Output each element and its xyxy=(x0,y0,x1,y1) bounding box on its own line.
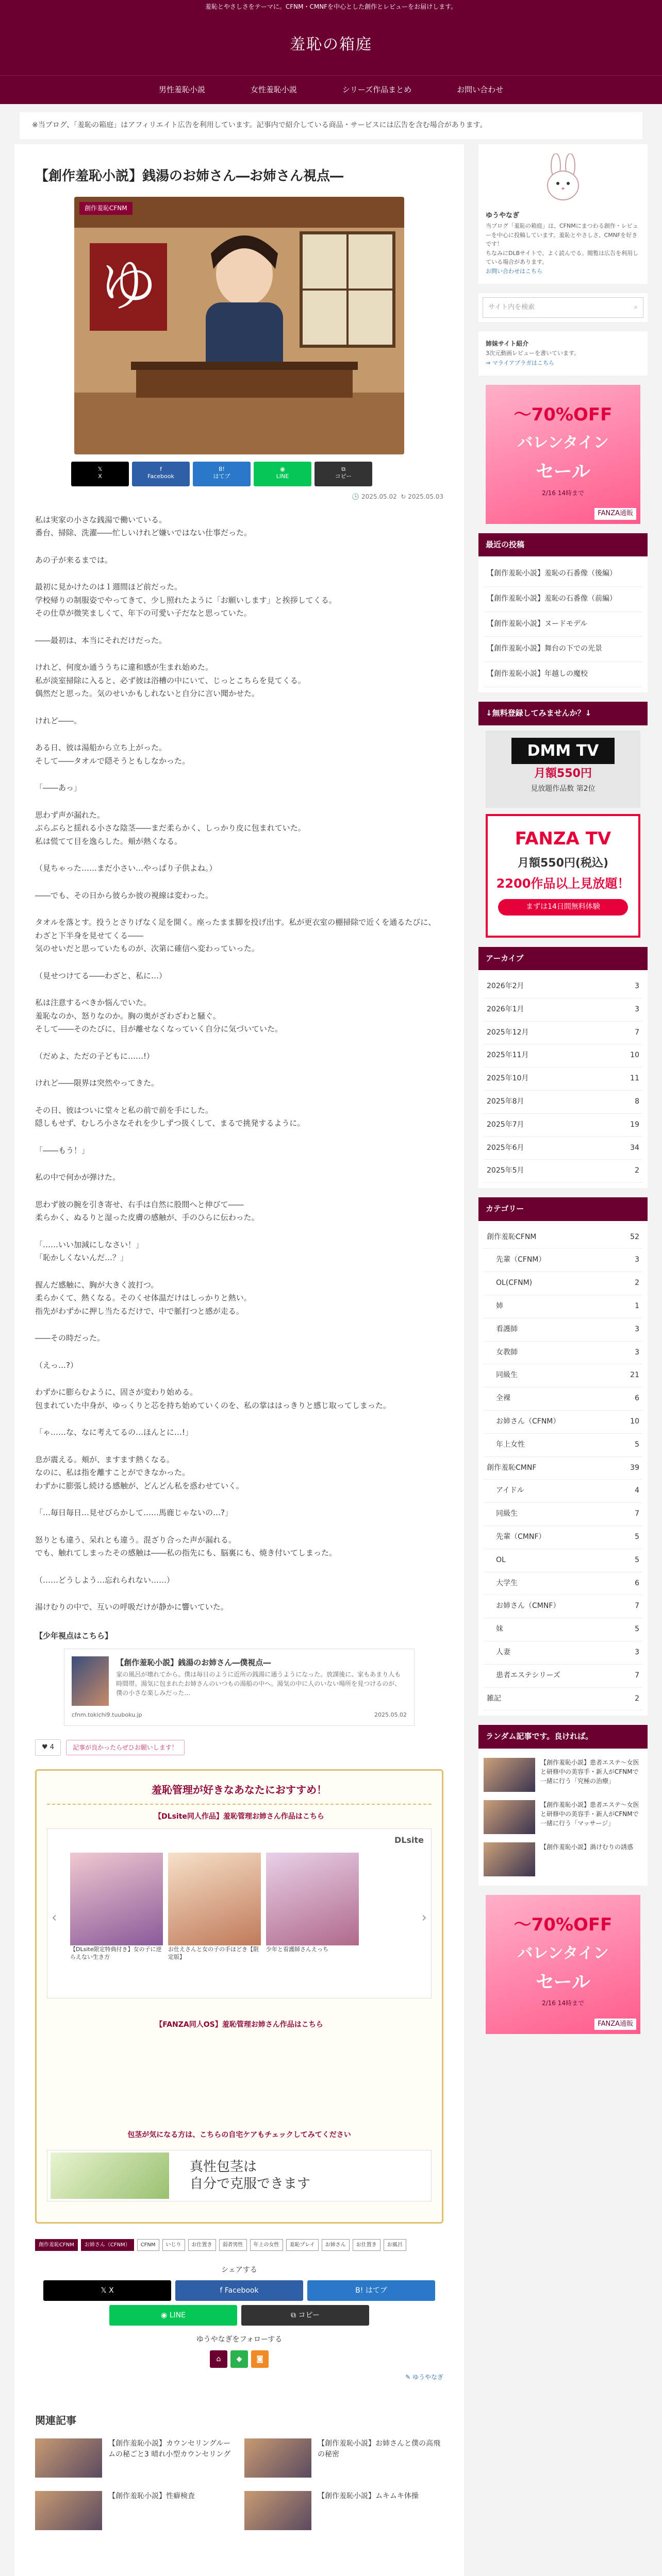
article-paragraph: ――その時だった。 xyxy=(35,1333,105,1343)
blogcard-title: 【創作羞恥小説】銭湯のお姉さん―僕視点― xyxy=(116,1658,271,1668)
tag-link[interactable]: 年上の女性 xyxy=(250,2239,283,2251)
category-link[interactable]: お姉さん（CFNM） 10 xyxy=(484,1411,642,1434)
related-list xyxy=(35,2438,443,2534)
article-paragraph: 湯けむりの中で、互いの呼吸だけが静かに響いていた。 xyxy=(35,1602,228,1612)
care-banner[interactable]: 真性包茎は 自分で克服できます xyxy=(47,2150,432,2201)
share-buttons-top xyxy=(71,462,443,486)
archive-link[interactable]: 2025年11月 10 xyxy=(484,1044,642,1067)
related-item[interactable]: 【創作羞恥小説】性癖検査 xyxy=(35,2491,234,2534)
category-link[interactable]: 姉 1 xyxy=(484,1295,642,1318)
related-item[interactable]: 【創作羞恥小説】ムキムキ体操 xyxy=(244,2491,443,2534)
dl-item[interactable]: 少年と看護師さんえっち xyxy=(266,1853,359,1961)
category-link[interactable]: 年上女性 5 xyxy=(484,1434,642,1457)
share-hatena-button[interactable]: B! はてブ xyxy=(193,462,251,486)
article-main xyxy=(14,144,464,2576)
random-posts-widget: ランダム記事です。良ければ。 【創作羞恥小説】患者エステ〜女医と研修中の美容手・新人がCFNMで一緒に行う「究極の治療」 【創作羞恥小説】患者エステ〜女医と研修中の美容手・新人がCFNMで一緒に行う「マッサージ」 【創作羞恥小説】渦けむりの誘惑 xyxy=(478,1725,648,1886)
recent-post-link[interactable]: 【創作羞恥小説】ヌードモデル xyxy=(484,612,642,637)
category-link[interactable]: 同級生 7 xyxy=(484,1503,642,1526)
article-paragraph: 思わず声が漏れた。 ぶらぶらと揺れる小さな陰茎――まだ柔らかく、しっかり皮に包まれていた。 私は慌てて目を逸らした。頬が熱くなる。 xyxy=(35,810,306,846)
tag-link[interactable]: いじり xyxy=(162,2239,185,2251)
search-icon[interactable]: ⌕ xyxy=(634,303,638,311)
article-paragraph: 私は実家の小さな銭湯で働いている。 番台、掃除、洗濯――忙しいけれど嫌いではない仕事だった。 xyxy=(35,515,252,538)
related-item[interactable]: 【創作羞恥小説】カウンセリングルームの秘ごと3 晴れ小型カウンセリング xyxy=(35,2438,234,2482)
dl-item[interactable]: 【DLsite限定特典付き】女の子に逆らえない生き方 xyxy=(70,1853,163,1961)
share-copy-button[interactable]: ⧉ コピー xyxy=(241,2305,369,2326)
friend-site-box: 姉妹サイト紹介 3次元動画レビューを書いています。 ⇒ マライアプラガはこちら xyxy=(478,331,648,376)
category-link[interactable]: 看護師 3 xyxy=(484,1318,642,1342)
profile-box xyxy=(478,144,648,284)
category-link[interactable]: 女教師 3 xyxy=(484,1342,642,1365)
category-link[interactable]: 先輩（CFNM） 3 xyxy=(484,1249,642,1272)
tag-link[interactable]: CFNM xyxy=(137,2239,159,2251)
recent-post-link[interactable]: 【創作羞恥小説】羞恥の石番像（前編） xyxy=(484,587,642,612)
follow-heading: ゆうやなぎをフォローする xyxy=(196,2335,283,2344)
promo-care-text: 包茎が気になる方は、こちらの自宅ケアもチェックしてみてください xyxy=(127,2130,351,2139)
recent-posts: 最近の投稿 【創作羞恥小説】羞恥の石番像（後編） 【創作羞恥小説】羞恥の石番像（前編） 【創作羞恥小説】ヌードモデル 【創作羞恥小説】舞台の下での光景 【創作羞恥小説】年越しの魔校 xyxy=(478,533,648,692)
tag-list xyxy=(35,2239,443,2251)
article-paragraph: 握んだ感触に、胸が大きく波打つ。 柔らかくて、熱くなる。そのくせ体温だけはしっかりと熱い。 指先がわずかに押し当たるだけで、中で脈打つと感が走る。 xyxy=(35,1280,252,1316)
category-link[interactable]: アイドル 4 xyxy=(484,1480,642,1503)
related-heading: 関連記事 xyxy=(35,2414,76,2427)
category-link[interactable]: 雑記 2 xyxy=(484,1688,642,1711)
eyecatch-image xyxy=(74,197,404,454)
blogcard-date: 2025.05.02 xyxy=(374,1711,407,1719)
category-link[interactable]: 先輩（CMNF） 5 xyxy=(484,1526,642,1549)
archive-link[interactable]: 2025年12月 7 xyxy=(484,1022,642,1045)
article-paragraph: ある日、彼は湯船から立ち上がった。 そして――タオルで隠そうともしなかった。 xyxy=(35,743,190,766)
random-post-link[interactable]: 【創作羞恥小説】渦けむりの誘惑 xyxy=(484,1838,642,1880)
share-buttons-bottom-row2 xyxy=(35,2305,443,2326)
archive-link[interactable]: 2026年1月 3 xyxy=(484,998,642,1022)
site-header xyxy=(0,13,662,75)
random-post-link[interactable]: 【創作羞恥小説】患者エステ〜女医と研修中の美容手・新人がCFNMで一緒に行う「究極の治療」 xyxy=(484,1754,642,1796)
bathhouse-illustration xyxy=(74,197,404,454)
category-label[interactable]: 創作羞恥CFNM xyxy=(79,202,133,214)
blogcard-site: cfnm.tokichi9.tuuboku.jp xyxy=(72,1711,142,1719)
archive-link[interactable]: 2025年10月 11 xyxy=(484,1067,642,1091)
tag-link[interactable]: 羞恥プレイ xyxy=(286,2239,319,2251)
copy-icon: ⧉ xyxy=(341,466,345,473)
share-hatena-button[interactable]: B! はてブ xyxy=(307,2280,435,2301)
article-paragraph: その日、彼はついに堂々と私の前で前を手にした。 隠しもせず、むしろ小さなそれを少しずつ扱くして、まるで挑発するように。 xyxy=(35,1105,305,1128)
like-row xyxy=(35,1739,443,1756)
line-icon: ◉ xyxy=(280,466,285,473)
rabbit-avatar-icon xyxy=(537,154,589,205)
category-link[interactable]: OL 5 xyxy=(484,1549,642,1572)
refresh-icon: ↻ xyxy=(401,493,406,501)
article-paragraph: 「――あっ」 xyxy=(35,783,81,793)
random-post-link[interactable]: 【創作羞恥小説】患者エステ〜女医と研修中の美容手・新人がCFNMで一緒に行う「マッサージ」 xyxy=(484,1796,642,1838)
affiliate-notice: ※当ブログ、「羞恥の箱庭」はアフィリエイト広告を利用しています。記事内で紹介している商品・サービスには広告を含む場合があります。 xyxy=(20,112,642,139)
fanza-tv-ad[interactable]: FANZA TV 月額550円(税込) 2200作品以上見放題！ まずは14日間無料体験 xyxy=(486,814,640,938)
profile-name: ゆうやなぎ xyxy=(486,212,520,219)
share-line-button[interactable]: ◉ LINE xyxy=(254,462,311,486)
article-paragraph: あの子が来るまでは。 xyxy=(35,555,113,565)
global-nav xyxy=(0,75,662,104)
home-icon[interactable]: ⌂ xyxy=(210,2350,227,2368)
recent-post-link[interactable]: 【創作羞恥小説】年越しの魔校 xyxy=(484,662,642,687)
article-paragraph: （えっ…?） xyxy=(35,1360,78,1370)
article-paragraph: 「ゃ……な、なに考えてるの…ほんとに…!」 xyxy=(35,1428,193,1437)
date-published: 2025.05.02 xyxy=(361,493,397,501)
hatena-icon: B! xyxy=(219,466,225,473)
date-updated: 2025.05.03 xyxy=(408,493,443,501)
article-title: 【創作羞恥小説】銭湯のお姉さん―お姉さん視点― xyxy=(35,168,344,184)
follow-buttons xyxy=(35,2350,443,2368)
blogcard-link[interactable] xyxy=(64,1649,415,1726)
article-paragraph: ――でも、その日から彼らか彼の視線は変わった。 xyxy=(35,890,213,900)
tag-link[interactable]: お姉さん xyxy=(322,2239,350,2251)
article-paragraph: 思わず彼の腕を引き寄せ、右手は自然に股間へと伸びて―― 柔らかく、ぬるりと湿った皮膚の感触が、手のひらに伝わった。 xyxy=(35,1199,259,1223)
svg-text:ゆ: ゆ xyxy=(100,252,157,319)
article-paragraph: 「…毎日毎日…見せびらかして……馬鹿じゃないの…?」 xyxy=(35,1508,233,1518)
section-boy-view: 【少年視点はこちら】 xyxy=(35,1631,113,1640)
blogcard-thumb xyxy=(72,1656,109,1706)
facebook-icon: f xyxy=(160,466,162,473)
share-x-button[interactable]: 𝕏 X xyxy=(43,2280,171,2301)
category-link[interactable]: 創作羞恥CFNM 52 xyxy=(484,1226,642,1249)
site-title-link[interactable]: 羞恥の箱庭 xyxy=(290,35,372,54)
article-paragraph: 最初に見かけたのは１週間ほど前だった。 学校帰りの制服姿でやってきて、少し照れたように「お願いします」と挨拶してくる。 その仕草が微笑ましくて、年下の可愛い子だなと思っていた。 xyxy=(35,582,337,618)
friend-site-link[interactable]: ⇒ マライアプラガはこちら xyxy=(486,359,555,366)
share-buttons-bottom-row1 xyxy=(35,2280,443,2301)
feedly-icon[interactable]: ◆ xyxy=(230,2350,248,2368)
recent-post-link[interactable]: 【創作羞恥小説】羞恥の石番像（後編） xyxy=(484,562,642,587)
chevron-left-icon[interactable]: ‹ xyxy=(52,1909,57,1925)
tag-link[interactable]: お仕置き xyxy=(353,2239,380,2251)
post-dates xyxy=(35,492,443,502)
dlsite-widget xyxy=(47,1828,432,1998)
article-paragraph: けれど――。 xyxy=(35,716,82,725)
article-paragraph: 息が震える。頬が、ますます熱くなる。 なのに、私は指を離すことができなかった。 わずかに膨張し続ける感触が、どんどん私を惑わせていく。 xyxy=(35,1454,244,1490)
article-body xyxy=(35,514,443,1614)
archive-link[interactable]: 2025年5月 2 xyxy=(484,1160,642,1183)
nav-item-contact[interactable]: お問い合わせ xyxy=(457,84,504,94)
article-paragraph: わずかに膨らむように、固さが変わり始める。 包まれていた中身が、ゆっくりと芯を持ち始めていくのを、私の掌ははっきりと感じ取ってしまった。 xyxy=(35,1387,391,1410)
category-link[interactable]: 同級生 21 xyxy=(484,1364,642,1387)
share-heading: シェアする xyxy=(221,2265,257,2274)
fanza-valentine-ad[interactable]: 〜70%OFF バレンタイン セール 2/16 14時まで FANZA通販 xyxy=(478,385,648,524)
search-input[interactable]: サイト内を検索 ⌕ xyxy=(483,297,643,318)
share-copy-button[interactable]: ⧉ コピー xyxy=(315,462,372,486)
category-link[interactable]: お姉さん（CMNF） 7 xyxy=(484,1595,642,1618)
archive-link[interactable]: 2025年8月 8 xyxy=(484,1091,642,1114)
tag-link[interactable]: お姉さん（CFNM） xyxy=(81,2239,134,2251)
archive-link[interactable]: 2025年6月 34 xyxy=(484,1137,642,1160)
like-button[interactable]: ♥ 4 xyxy=(35,1739,61,1756)
promo-dlsite-link[interactable]: 【DLsite同人作品】羞恥管理お姉さん作品はこちら xyxy=(154,1812,324,1821)
article-paragraph: けれど、何度か通ううちに違和感が生まれ始めた。 私が淡室掃除に入ると、必ず彼は浴槽の中にいて、じっとこちらを見てくる。 偶然だと思った。気のせいかもしれないと自分に言い聞かせた。 xyxy=(35,663,306,699)
article-paragraph: ――最初は、本当にそれだけだった。 xyxy=(35,635,167,645)
recent-post-link[interactable]: 【創作羞恥小説】舞台の下での光景 xyxy=(484,637,642,662)
category-link[interactable]: 全裸 6 xyxy=(484,1387,642,1411)
related-item[interactable]: 【創作羞恥小説】お姉さんと僕の高飛の秘密 xyxy=(244,2438,443,2482)
article-paragraph: 怒りとも違う、呆れとも違う。混ざり合った声が漏れる。 でも、触れてしまったその感触は――私の指先にも、脳裏にも、焼き付いてしまった。 xyxy=(35,1535,337,1558)
free-signup-section: ↓無料登録してみませんか？↓ DMM TV 月額550円 見放題作品数 第2位 FANZA TV 月額550円(税込) 2200作品以上見放題！ まずは14日間無料体験 xyxy=(478,702,648,938)
x-icon: 𝕏 xyxy=(97,466,103,473)
category-link[interactable]: 妹 5 xyxy=(484,1618,642,1641)
article-paragraph: （……どうしよう…忘れられない……） xyxy=(35,1575,175,1585)
article-paragraph: けれど――限界は突然やってきた。 xyxy=(35,1078,159,1088)
promo-heading: 羞恥管理が好きなあなたにおすすめ！ xyxy=(47,1781,432,1805)
promo-box xyxy=(35,1769,443,2223)
category-link[interactable]: 大学生 6 xyxy=(484,1572,642,1596)
dlsite-logo: DLsite xyxy=(394,1835,424,1845)
sidebar xyxy=(478,144,648,2576)
fanza-valentine-ad-2[interactable]: 〜70%OFF バレンタイン セール 2/16 14時まで FANZA通販 xyxy=(478,1895,648,2034)
category-link[interactable]: 人妻 3 xyxy=(484,1641,642,1665)
archive-link[interactable]: 2026年2月 3 xyxy=(484,975,642,998)
nav-item-male[interactable]: 男性羞恥小説 xyxy=(158,84,205,94)
article-paragraph: （だめよ、ただの子どもに……!） xyxy=(35,1051,155,1061)
chevron-right-icon[interactable]: › xyxy=(421,1909,427,1925)
archive-link[interactable]: 2025年7月 19 xyxy=(484,1114,642,1137)
tag-link[interactable]: お仕置き xyxy=(188,2239,216,2251)
category-widget: カテゴリー 創作羞恥CFNM 52 先輩（CFNM） 3 OL(CFNM) 2 姉 1 看護師 3 女教師 3 同級生 21 全裸 6 お姉さん（CFNM） 10 年上女性 5 創作羞恥CMNF 39 アイドル 4 同級生 7 先輩（CMNF） 5 OL 5 大学生 6 お姉さん（CMNF） 7 妹 5 人妻 3 患者エステシリーズ 7 雑記 2 xyxy=(478,1197,648,1716)
dmm-tv-ad[interactable]: DMM TV 月額550円 見放題作品数 第2位 xyxy=(486,731,640,808)
share-facebook-button[interactable]: f Facebook xyxy=(175,2280,303,2301)
blogcard-desc: 家の風呂が壊れてから、僕は毎日のように近所の銭湯に通うようになった。放課後に、家もあまり人も時間帯。湯気に包まれたお姉さんのいつもの湯船の中へ。湯気の中に人のいない場所を見つけるのが、僕の小さな楽しみだった… xyxy=(116,1670,401,1697)
rss-icon[interactable]: ◙ xyxy=(251,2350,269,2368)
nav-item-series[interactable]: シリーズ作品まとめ xyxy=(342,84,412,94)
share-line-button[interactable]: ◉ LINE xyxy=(109,2305,237,2326)
share-facebook-button[interactable]: f Facebook xyxy=(132,462,190,486)
nav-item-female[interactable]: 女性羞恥小説 xyxy=(250,84,297,94)
article-paragraph: 私の中で何かが弾けた。 xyxy=(35,1173,121,1182)
share-x-button[interactable]: 𝕏 X xyxy=(71,462,129,486)
article-paragraph: 私は注意するべきか悩んでいた。 羞恥なのか、怒りなのか。胸の奥がざわざわと騒ぐ。 そして――そのたびに、目が離せなくなっていく自分に気づいていた。 xyxy=(35,998,283,1034)
article-paragraph: （見せつけてる――わざと、私に…） xyxy=(35,971,167,980)
top-tagline: 羞恥とやさしさをテーマに。CFNM・CMNFを中心とした創作とレビューをお届けします。 xyxy=(0,0,662,13)
tag-link[interactable]: 創作羞恥CFNM xyxy=(35,2239,78,2251)
article-paragraph: 「――もう！」 xyxy=(35,1145,90,1155)
category-link[interactable]: 創作羞恥CMNF 39 xyxy=(484,1457,642,1480)
archive-widget: アーカイブ 2026年2月 3 2026年1月 3 2025年12月 7 2025年11月 10 2025年10月 11 2025年8月 8 2025年7月 19 2025年6月 34 2025年5月 2 xyxy=(478,947,648,1189)
clock-icon: 🕓 xyxy=(352,493,360,501)
like-message: 記事が良かったらぜひお願いします！ xyxy=(66,1740,185,1755)
author-link[interactable]: ✎ ゆうやなぎ xyxy=(405,2374,443,2381)
profile-text: 当ブログ「羞恥の箱庭」は、CFNMにまつわる創作・レビューを中心に投稿しています。羞恥とやさしさ、CMNFを好きです！ ちなみにDLBサイトで、よく読んでる。閲覧は広告を利用している場合があります。 xyxy=(486,223,639,266)
category-link[interactable]: 患者エステシリーズ 7 xyxy=(484,1665,642,1688)
dl-item[interactable]: お仕えさんと女の子の手ほどき【限定版】 xyxy=(168,1853,261,1961)
article-paragraph: タオルを落とす。投うとさりげなく足を開く。座ったまま脚を投げ出す。私が更衣室の棚掃除で近くを通るたびに、わざと下半身を見せてくる―― 気のせいだと思っていたものが、次第に確信へ変わっていった。 xyxy=(35,918,436,954)
tag-link[interactable]: 弱者男性 xyxy=(219,2239,247,2251)
article-paragraph: （見ちゃった……まだ小さい…やっぱり子供よね。） xyxy=(35,863,217,873)
promo-fanza-link[interactable]: 【FANZA同人OS】羞恥管理お姉さん作品はこちら xyxy=(155,2020,323,2029)
article-paragraph: 「……いい加減にしなさい！」 「恥かしくないんだ…？」 xyxy=(35,1240,144,1263)
category-link[interactable]: OL(CFNM) 2 xyxy=(484,1272,642,1295)
heart-icon: ♥ xyxy=(42,1743,48,1752)
tag-link[interactable]: お風呂 xyxy=(384,2239,406,2251)
contact-link[interactable]: お問い合わせはこちら xyxy=(486,268,542,275)
